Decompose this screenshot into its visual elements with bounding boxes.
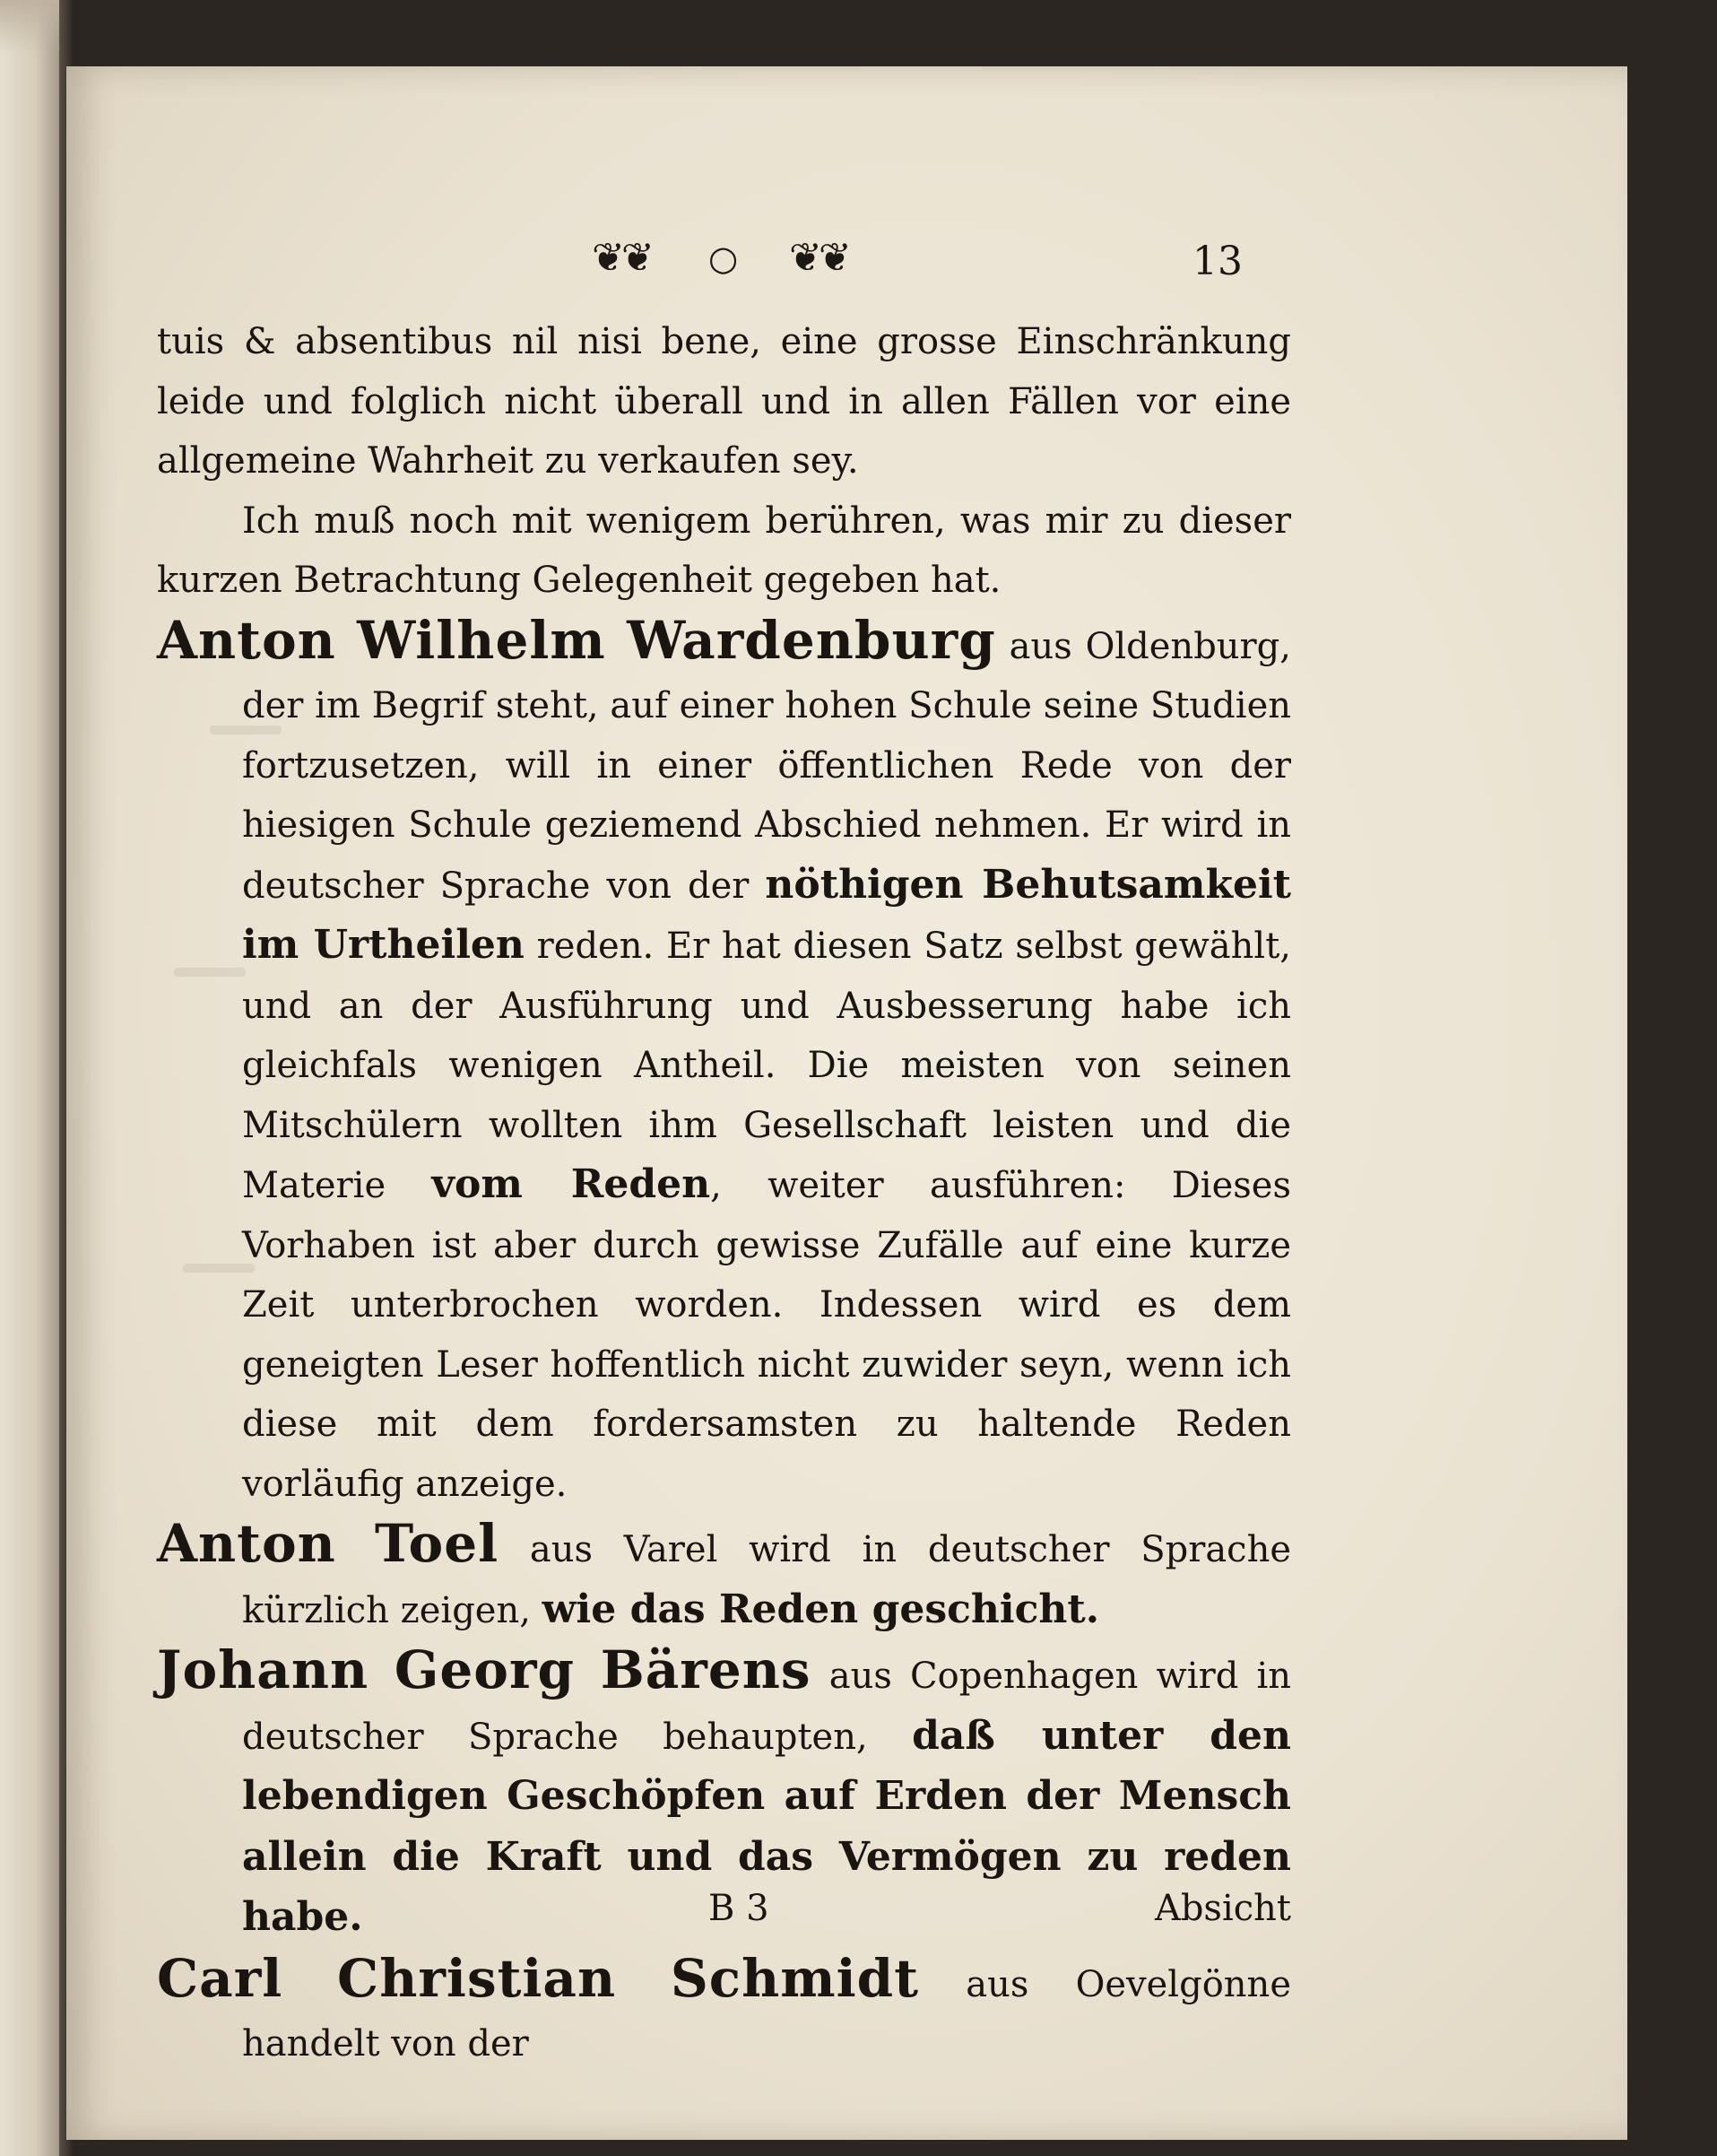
speech-topic: wie das Reden geschicht. [542, 1586, 1100, 1632]
signature-mark: B 3 [708, 1888, 769, 1929]
speaker-name: Carl Christian Schmidt [157, 1947, 919, 2009]
speaker-name: Anton Toel [157, 1513, 499, 1574]
ornament-middle: ○ [708, 239, 735, 278]
page-footer [708, 1888, 1291, 1942]
speaker-entry-toel [157, 1514, 1291, 1640]
catchword: Absicht [1154, 1888, 1291, 1929]
paragraph-continuation: tuis & absentibus nil nisi bene, eine grosse Einschränkung leide und folglich nicht überall und in allen Fällen vor eine allgemeine Wahrheit zu verkaufen sey. [157, 321, 1291, 482]
entry-text: aus Copenhagen wird in deutscher Sprache behaupten, [242, 1656, 1292, 1758]
speech-topic: vom Reden [431, 1161, 711, 1207]
entry-text: , weiter ausführen: Dieses Vorhaben ist aber durch gewisse Zufälle auf eine kurze Zeit unterbrochen worden. Indessen wird es dem geneigten Leser hoffentlich nicht zuwider seyn, wenn ich diese mit dem fordersamsten zu haltende Reden vorläufig anzeige. [242, 1165, 1291, 1505]
speaker-name: Johann Georg Bärens [157, 1639, 811, 1700]
body-text [157, 312, 1291, 2074]
entry-text: aus Varel wird in deutscher Sprache kürzlich zeigen, [242, 1529, 1292, 1631]
previous-page-corner-shadow [0, 0, 65, 54]
previous-page-edge [0, 0, 65, 2156]
ornament-left: ❦❦ [592, 235, 651, 281]
entry-text: aus Oldenburg, der im Begrif steht, auf einer hohen Schule seine Studien fortzusetzen, will in einer öffentlichen Rede von der hiesigen Schule geziemend Abschied nehmen. Er wird in deutscher Sprache von der [242, 625, 1291, 907]
speech-topic: daß unter den lebendigen Geschöpfen auf Erden der Mensch allein die Kraft und das Vermögen zu reden habe. [242, 1712, 1292, 1940]
speaker-name: Anton Wilhelm Wardenburg [157, 609, 996, 671]
speaker-entry-schmidt [157, 1949, 1291, 2074]
ornament-right: ❦❦ [789, 235, 848, 281]
paragraph-intro: Ich muß noch mit wenigem berühren, was mir zu dieser kurzen Betrachtung Gelegenheit gegeben hat. [157, 500, 1291, 601]
entry-text: reden. Er hat diesen Satz selbst gewählt, und an der Ausführung und Ausbesserung habe ich gleichfals wenigen Antheil. Die meisten von seinen Mitschülern wollten ihm Gesellschaft leisten und die Materie [242, 926, 1292, 1206]
entry-text: aus Oevelgönne handelt von der [242, 1963, 1291, 2065]
speaker-entry-wardenburg [157, 611, 1291, 1515]
speech-topic: nöthigen Behutsamkeit im Urtheilen [242, 861, 1292, 968]
running-head [592, 235, 1291, 289]
page-number: 13 [1192, 239, 1243, 284]
